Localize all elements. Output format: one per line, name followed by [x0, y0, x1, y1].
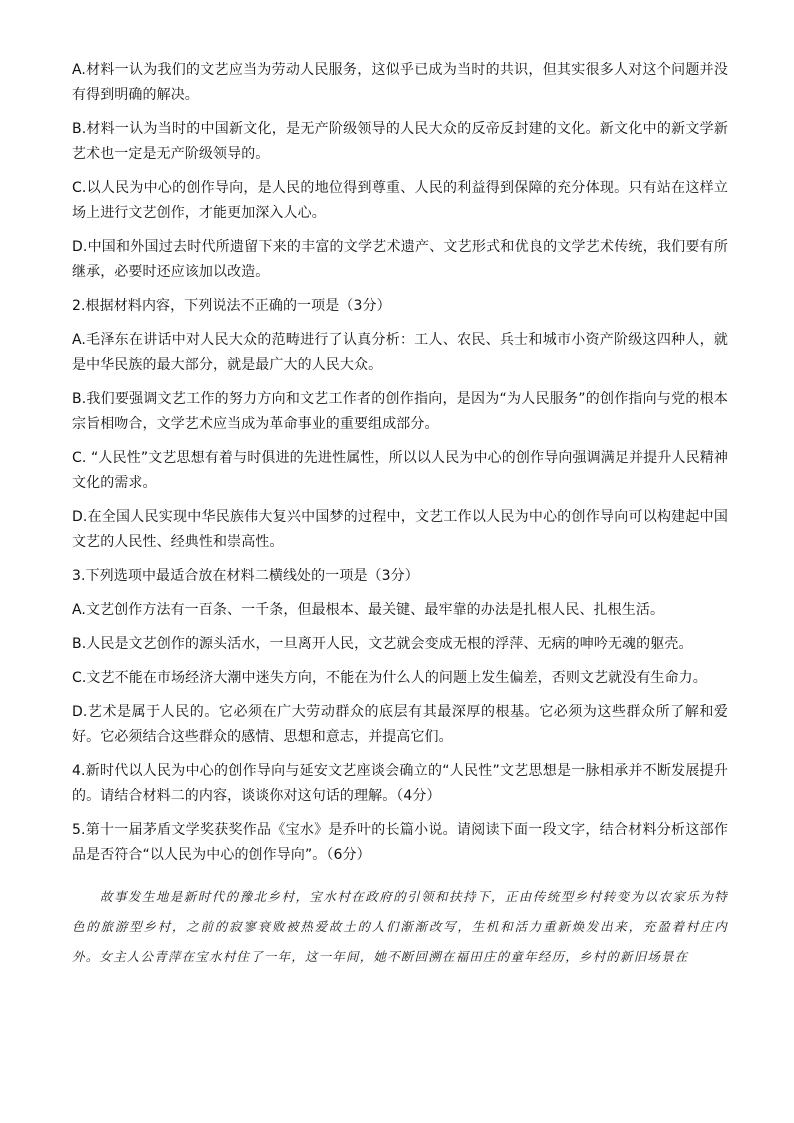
- exam-page: [72, 58, 728, 985]
- question3-option-d: D.艺术是属于人民的。它必须在广大劳动群众的底层有其最深厚的根基。它必须为这些群众所了解和爱好。它必须结合这些群众的感情、思想和意志，并提高它们。: [72, 704, 728, 745]
- question3-stem: 3.下列选项中最适合放在材料二横线处的一项是（3分）: [72, 568, 419, 584]
- question1-option-a: A.材料一认为我们的文艺应当为劳动人民服务，这似乎已成为当时的共识，但其实很多人对这个问题并没有得到明确的解决。: [72, 62, 728, 103]
- question4-stem: 4.新时代以人民为中心的创作导向与延安文艺座谈会确立的“人民性”文艺思想是一脉相承并不断发展提升的。请结合材料二的内容，谈谈你对这句话的理解。（4分）: [72, 763, 728, 804]
- novel-excerpt: 故事发生地是新时代的豫北乡村，宝水村在政府的引领和扶持下，正由传统型乡村转变为以农家乐为特色的旅游型乡村，之前的寂寥衰败被热爱故土的人们渐渐改写，生机和活力重新焕发出来，充盈着村庄内外。女主人公青萍在宝水村住了一年，这一年间，她不断回溯在福田庄的童年经历，乡村的新旧场景在: [72, 889, 728, 964]
- question1-option-d: D.中国和外国过去时代所遗留下来的丰富的文学艺术遗产、文艺形式和优良的文学艺术传统，我们要有所继承，必要时还应该加以改造。: [72, 239, 728, 280]
- question2-option-c: C. “人民性”文艺思想有着与时俱进的先进性属性，所以以人民为中心的创作导向强调满足并提升人民精神文化的需求。: [72, 450, 728, 491]
- question2-option-a: A.毛泽东在讲话中对人民大众的范畴进行了认真分析：工人、农民、兵士和城市小资产阶级这四种人，就是中华民族的最大部分，就是最广大的人民大众。: [72, 332, 728, 373]
- question1-option-b: B.材料一认为当时的中国新文化，是无产阶级领导的人民大众的反帝反封建的文化。新文化中的新文学新艺术也一定是无产阶级领导的。: [72, 121, 728, 162]
- question2-option-b: B.我们要强调文艺工作的努力方向和文艺工作者的创作指向，是因为“为人民服务”的创作指向与党的根本宗旨相吻合，文学艺术应当成为革命事业的重要组成部分。: [72, 391, 728, 432]
- question3-option-a: A.文艺创作方法有一百条、一千条，但最根本、最关键、最牢靠的办法是扎根人民、扎根生活。: [72, 602, 665, 618]
- question2-option-d: D.在全国人民实现中华民族伟大复兴中国梦的过程中，文艺工作以人民为中心的创作导向可以构建起中国文艺的人民性、经典性和崇高性。: [72, 509, 728, 550]
- question5-stem: 5.第十一届茅盾文学奖获奖作品《宝水》是乔叶的长篇小说。请阅读下面一段文字，结合材料分析这部作品是否符合“以人民为中心的创作导向”。（6分）: [72, 822, 728, 863]
- question2-stem: 2.根据材料内容，下列说法不正确的一项是（3分）: [72, 298, 391, 314]
- question3-option-c: C.文艺不能在市场经济大潮中迷失方向，不能在为什么人的问题上发生偏差，否则文艺就没有生命力。: [72, 670, 707, 686]
- question3-option-b: B.人民是文艺创作的源头活水，一旦离开人民，文艺就会变成无根的浮萍、无病的呻吟无魂的躯壳。: [72, 636, 693, 652]
- question1-option-c: C.以人民为中心的创作导向，是人民的地位得到尊重、人民的利益得到保障的充分体现。只有站在这样立场上进行文艺创作，才能更加深入人心。: [72, 180, 728, 221]
